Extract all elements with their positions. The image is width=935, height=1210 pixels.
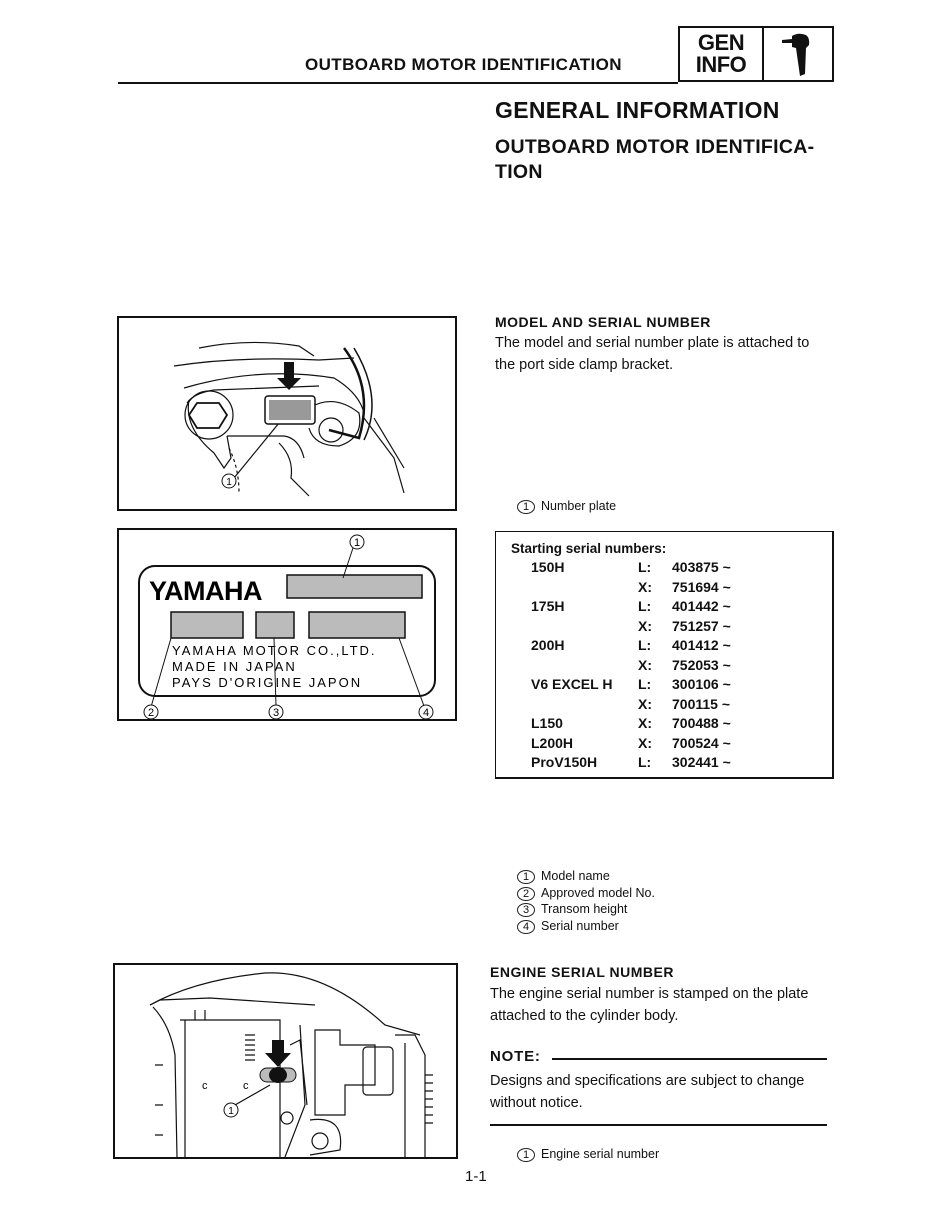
callout-number: 4 [517, 920, 535, 934]
model-serial-heading: MODEL AND SERIAL NUMBER [495, 314, 711, 330]
table-row [496, 598, 832, 618]
svg-text:c: c [243, 1080, 249, 1092]
model-cell: ProV150H [531, 754, 598, 770]
model-serial-text-line1: The model and serial number plate is attached to [495, 335, 810, 351]
callout-number: 1 [517, 1148, 535, 1162]
section-title-line2: TION [495, 161, 543, 183]
callout-number: 3 [517, 903, 535, 917]
plate-callout-3: 3 [272, 707, 280, 719]
value-cell: 302441 ~ [672, 754, 731, 770]
plate-callout-2: 2 [147, 707, 155, 719]
note-text [490, 1070, 804, 1114]
value-cell: 300106 ~ [672, 676, 731, 692]
svg-text:1: 1 [228, 1106, 234, 1117]
model-serial-text [495, 332, 809, 376]
callout-number: 1 [517, 870, 535, 884]
engine-serial-text [490, 983, 808, 1027]
code-cell: L: [638, 559, 652, 575]
badge-text [680, 28, 764, 80]
value-cell: 401442 ~ [672, 598, 731, 614]
code-cell: L: [638, 676, 652, 692]
svg-text:c: c [202, 1080, 208, 1092]
engine-figure [113, 963, 458, 1159]
badge-line2: INFO [695, 52, 747, 77]
section-title-line1: OUTBOARD MOTOR IDENTIFICA- [495, 136, 815, 158]
caption-label: Number plate [541, 499, 617, 513]
legend-item [517, 885, 655, 902]
engine-serial-heading: ENGINE SERIAL NUMBER [490, 964, 674, 980]
svg-text:1: 1 [226, 477, 232, 488]
code-cell: X: [638, 734, 652, 751]
page-number: 1-1 [465, 1168, 487, 1185]
code-cell: X: [638, 695, 652, 712]
model-cell: 150H [531, 559, 565, 575]
table-row [496, 657, 832, 677]
legend-item [517, 901, 655, 918]
code-cell: L: [638, 598, 652, 614]
table-row [496, 735, 832, 755]
table-row [496, 618, 832, 638]
engine-illustration [115, 965, 458, 1159]
note-top-rule [552, 1058, 827, 1060]
plate-callout-1: 1 [353, 537, 361, 549]
table-row [496, 696, 832, 716]
plate-line2: MADE IN JAPAN [172, 659, 297, 674]
number-plate-figure [117, 528, 457, 721]
table-row [496, 637, 832, 657]
plate-line1: YAMAHA MOTOR CO.,LTD. [172, 643, 377, 658]
note-text-line2: without notice. [490, 1095, 583, 1111]
caption-label: Engine serial number [541, 1147, 660, 1161]
value-cell: 700115 ~ [672, 695, 731, 712]
model-cell: 200H [531, 637, 565, 653]
header-divider [118, 82, 678, 84]
code-cell: X: [638, 578, 652, 595]
number-plate-caption [517, 498, 616, 515]
plate-legend [517, 868, 655, 934]
value-cell: 401412 ~ [672, 637, 731, 653]
note-text-line1: Designs and specifications are subject to change [490, 1073, 805, 1089]
callout-number: 2 [517, 887, 535, 901]
outboard-motor-icon [764, 28, 832, 80]
legend-label: Model name [541, 869, 610, 883]
table-row [496, 559, 832, 579]
model-cell: L200H [531, 734, 574, 751]
engine-serial-text-line1: The engine serial number is stamped on the plate [490, 986, 809, 1002]
section-badge [678, 26, 834, 82]
legend-item [517, 918, 655, 935]
engine-serial-caption [517, 1146, 659, 1163]
value-cell: 751694 ~ [672, 578, 731, 595]
table-row [496, 715, 832, 735]
legend-label: Approved model No. [541, 885, 655, 900]
note-label: NOTE: [490, 1048, 541, 1065]
legend-label: Transom height [541, 902, 628, 916]
plate-brand: YAMAHA [149, 576, 263, 606]
engine-serial-text-line2: attached to the cylinder body. [490, 1008, 679, 1024]
table-row [496, 579, 832, 599]
serial-numbers-table [495, 531, 834, 779]
number-plate-illustration [119, 530, 457, 721]
value-cell: 700488 ~ [672, 715, 731, 731]
table-row [496, 754, 832, 774]
value-cell: 700524 ~ [672, 734, 731, 751]
value-cell: 752053 ~ [672, 656, 731, 673]
code-cell: L: [638, 637, 652, 653]
value-cell: 403875 ~ [672, 559, 731, 575]
callout-number: 1 [517, 500, 535, 514]
code-cell: X: [638, 656, 652, 673]
chapter-title: GENERAL INFORMATION [495, 97, 780, 123]
section-title [495, 135, 845, 185]
legend-item [517, 868, 655, 885]
model-serial-text-line2: the port side clamp bracket. [495, 357, 674, 373]
serial-table-title: Starting serial numbers: [511, 541, 667, 556]
table-row [496, 676, 832, 696]
value-cell: 751257 ~ [672, 617, 731, 634]
plate-line3: PAYS D'ORIGINE JAPON [172, 675, 363, 690]
legend-label: Serial number [541, 918, 619, 933]
badge-line1: GEN [697, 30, 745, 55]
clamp-bracket-figure [117, 316, 457, 511]
note-bottom-rule [490, 1124, 827, 1126]
code-cell: X: [638, 715, 652, 731]
model-cell: V6 EXCEL H [531, 676, 613, 692]
code-cell: X: [638, 617, 652, 634]
model-cell: L150 [531, 715, 563, 731]
code-cell: L: [638, 754, 652, 770]
clamp-bracket-illustration [119, 318, 457, 511]
model-cell: 175H [531, 598, 565, 614]
plate-callout-4: 4 [422, 707, 430, 719]
running-header-title: OUTBOARD MOTOR IDENTIFICATION [305, 55, 622, 74]
